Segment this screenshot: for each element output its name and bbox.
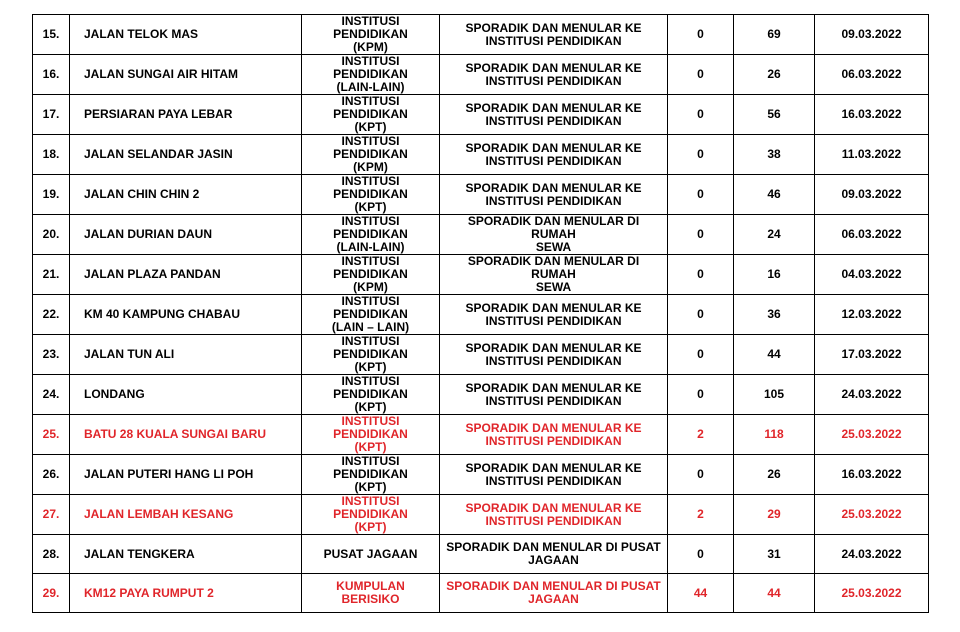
location-cell: JALAN LEMBAH KESANG <box>70 495 302 535</box>
location-cell: JALAN TUN ALI <box>70 335 302 375</box>
total-cases-cell: 46 <box>734 175 815 215</box>
row-number-cell: 26. <box>33 455 70 495</box>
category-line: INSTITUSI PENDIDIKAN <box>333 214 408 241</box>
row-number-cell: 15. <box>33 15 70 55</box>
cluster-table-wrapper <box>32 14 929 613</box>
source-line: INSTITUSI PENDIDIKAN <box>485 313 622 328</box>
date-cell: 12.03.2022 <box>815 295 929 335</box>
category-cell <box>302 135 440 175</box>
location-cell: LONDANG <box>70 375 302 415</box>
date-cell: 24.03.2022 <box>815 535 929 574</box>
table-row <box>33 135 929 175</box>
row-number-cell: 27. <box>33 495 70 535</box>
source-cell <box>440 95 668 135</box>
source-line: INSTITUSI PENDIDIKAN <box>485 113 622 128</box>
source-line: SPORADIK DAN MENULAR KE <box>465 140 642 155</box>
date-cell: 16.03.2022 <box>815 95 929 135</box>
row-number-cell: 18. <box>33 135 70 175</box>
table-row <box>33 175 929 215</box>
new-cases-cell: 0 <box>668 535 734 574</box>
table-row <box>33 375 929 415</box>
category-line: (KPM) <box>353 40 388 54</box>
category-line: INSTITUSI PENDIDIKAN <box>333 414 408 441</box>
location-cell: JALAN SELANDAR JASIN <box>70 135 302 175</box>
date-cell: 04.03.2022 <box>815 255 929 295</box>
category-line: (KPM) <box>353 160 388 174</box>
location-cell: JALAN PLAZA PANDAN <box>70 255 302 295</box>
category-line: (KPT) <box>354 360 387 374</box>
location-cell: JALAN TELOK MAS <box>70 15 302 55</box>
date-cell: 06.03.2022 <box>815 215 929 255</box>
date-cell: 11.03.2022 <box>815 135 929 175</box>
category-line: PUSAT JAGAAN <box>323 546 418 561</box>
source-cell <box>440 15 668 55</box>
category-line: (KPT) <box>354 400 387 414</box>
new-cases-cell: 44 <box>668 574 734 613</box>
date-cell: 24.03.2022 <box>815 375 929 415</box>
category-cell <box>302 215 440 255</box>
location-cell: KM 40 KAMPUNG CHABAU <box>70 295 302 335</box>
source-line: SPORADIK DAN MENULAR DI PUSAT <box>446 540 661 554</box>
source-line: SPORADIK DAN MENULAR KE <box>465 460 642 475</box>
source-line: JAGAAN <box>528 553 579 567</box>
category-cell <box>302 55 440 95</box>
category-line: INSTITUSI PENDIDIKAN <box>333 94 408 121</box>
source-line: SPORADIK DAN MENULAR KE <box>465 420 642 435</box>
new-cases-cell: 0 <box>668 55 734 95</box>
source-cell <box>440 55 668 95</box>
category-cell <box>302 15 440 55</box>
category-line: INSTITUSI PENDIDIKAN <box>333 494 408 521</box>
category-line: (LAIN – LAIN) <box>331 320 410 334</box>
location-cell: JALAN CHIN CHIN 2 <box>70 175 302 215</box>
source-line: SPORADIK DAN MENULAR KE <box>465 100 642 115</box>
source-cell <box>440 135 668 175</box>
row-number-cell: 28. <box>33 535 70 574</box>
row-number-cell: 29. <box>33 574 70 613</box>
category-line: INSTITUSI PENDIDIKAN <box>333 454 408 481</box>
total-cases-cell: 44 <box>734 574 815 613</box>
new-cases-cell: 0 <box>668 95 734 135</box>
row-number-cell: 16. <box>33 55 70 95</box>
category-cell <box>302 95 440 135</box>
category-line: (LAIN-LAIN) <box>336 240 405 254</box>
location-cell: BATU 28 KUALA SUNGAI BARU <box>70 415 302 455</box>
total-cases-cell: 26 <box>734 55 815 95</box>
category-cell <box>302 335 440 375</box>
total-cases-cell: 56 <box>734 95 815 135</box>
category-line: INSTITUSI PENDIDIKAN <box>333 254 408 281</box>
category-cell <box>302 455 440 495</box>
new-cases-cell: 0 <box>668 215 734 255</box>
row-number-cell: 19. <box>33 175 70 215</box>
total-cases-cell: 105 <box>734 375 815 415</box>
source-line: SPORADIK DAN MENULAR KE <box>465 380 642 395</box>
source-line: SPORADIK DAN MENULAR DI RUMAH <box>467 254 640 281</box>
category-cell <box>302 495 440 535</box>
category-line: INSTITUSI PENDIDIKAN <box>333 334 408 361</box>
source-line: INSTITUSI PENDIDIKAN <box>485 353 622 368</box>
new-cases-cell: 0 <box>668 255 734 295</box>
source-line: INSTITUSI PENDIDIKAN <box>485 393 622 408</box>
category-line: INSTITUSI PENDIDIKAN <box>333 54 408 81</box>
source-line: SPORADIK DAN MENULAR DI RUMAH <box>467 214 640 241</box>
total-cases-cell: 69 <box>734 15 815 55</box>
source-line: INSTITUSI PENDIDIKAN <box>485 193 622 208</box>
total-cases-cell: 36 <box>734 295 815 335</box>
row-number-cell: 23. <box>33 335 70 375</box>
date-cell: 25.03.2022 <box>815 495 929 535</box>
category-cell <box>302 255 440 295</box>
new-cases-cell: 2 <box>668 415 734 455</box>
source-cell <box>440 215 668 255</box>
source-cell <box>440 175 668 215</box>
new-cases-cell: 0 <box>668 295 734 335</box>
table-row <box>33 574 929 613</box>
source-cell <box>440 574 668 613</box>
source-line: INSTITUSI PENDIDIKAN <box>485 73 622 88</box>
category-cell <box>302 535 440 574</box>
location-cell: JALAN TENGKERA <box>70 535 302 574</box>
table-row <box>33 15 929 55</box>
category-cell <box>302 574 440 613</box>
category-line: INSTITUSI PENDIDIKAN <box>333 174 408 201</box>
total-cases-cell: 31 <box>734 535 815 574</box>
category-line: (KPT) <box>354 480 387 494</box>
category-line: INSTITUSI PENDIDIKAN <box>333 374 408 401</box>
source-cell <box>440 335 668 375</box>
total-cases-cell: 38 <box>734 135 815 175</box>
category-line: INSTITUSI PENDIDIKAN <box>333 134 408 161</box>
total-cases-cell: 44 <box>734 335 815 375</box>
date-cell: 16.03.2022 <box>815 455 929 495</box>
source-cell <box>440 495 668 535</box>
location-cell: JALAN PUTERI HANG LI POH <box>70 455 302 495</box>
category-line: (KPM) <box>353 280 388 294</box>
location-cell: JALAN SUNGAI AIR HITAM <box>70 55 302 95</box>
source-line: INSTITUSI PENDIDIKAN <box>485 153 622 168</box>
row-number-cell: 20. <box>33 215 70 255</box>
source-line: SPORADIK DAN MENULAR KE <box>465 500 642 515</box>
source-cell <box>440 295 668 335</box>
source-line: SPORADIK DAN MENULAR KE <box>465 340 642 355</box>
source-line: SEWA <box>535 280 572 294</box>
category-line: (KPT) <box>354 440 387 454</box>
table-row <box>33 455 929 495</box>
new-cases-cell: 0 <box>668 455 734 495</box>
category-line: (KPT) <box>354 120 387 134</box>
table-row <box>33 535 929 574</box>
date-cell: 17.03.2022 <box>815 335 929 375</box>
source-line: INSTITUSI PENDIDIKAN <box>485 33 622 48</box>
row-number-cell: 25. <box>33 415 70 455</box>
source-cell <box>440 375 668 415</box>
total-cases-cell: 118 <box>734 415 815 455</box>
new-cases-cell: 0 <box>668 175 734 215</box>
table-row <box>33 55 929 95</box>
date-cell: 09.03.2022 <box>815 15 929 55</box>
new-cases-cell: 0 <box>668 335 734 375</box>
source-line: INSTITUSI PENDIDIKAN <box>485 513 622 528</box>
total-cases-cell: 29 <box>734 495 815 535</box>
category-line: INSTITUSI PENDIDIKAN <box>333 14 408 41</box>
source-line: SEWA <box>535 240 572 254</box>
source-cell <box>440 535 668 574</box>
location-cell: PERSIARAN PAYA LEBAR <box>70 95 302 135</box>
table-row <box>33 335 929 375</box>
category-cell <box>302 415 440 455</box>
new-cases-cell: 0 <box>668 375 734 415</box>
new-cases-cell: 0 <box>668 15 734 55</box>
table-row <box>33 95 929 135</box>
category-line: (KPT) <box>354 200 387 214</box>
date-cell: 06.03.2022 <box>815 55 929 95</box>
category-line: INSTITUSI PENDIDIKAN <box>333 294 408 321</box>
source-cell <box>440 415 668 455</box>
category-cell <box>302 295 440 335</box>
source-line: JAGAAN <box>528 592 579 606</box>
location-cell: KM12 PAYA RUMPUT 2 <box>70 574 302 613</box>
category-line: KUMPULAN BERISIKO <box>336 579 405 606</box>
table-row <box>33 415 929 455</box>
total-cases-cell: 24 <box>734 215 815 255</box>
table-row <box>33 255 929 295</box>
source-line: INSTITUSI PENDIDIKAN <box>485 433 622 448</box>
category-cell <box>302 375 440 415</box>
table-row <box>33 495 929 535</box>
source-line: SPORADIK DAN MENULAR KE <box>465 300 642 315</box>
new-cases-cell: 0 <box>668 135 734 175</box>
source-line: SPORADIK DAN MENULAR KE <box>465 20 642 35</box>
row-number-cell: 17. <box>33 95 70 135</box>
new-cases-cell: 2 <box>668 495 734 535</box>
table-row <box>33 295 929 335</box>
category-line: (LAIN-LAIN) <box>336 80 405 94</box>
category-cell <box>302 175 440 215</box>
table-body <box>33 15 929 613</box>
date-cell: 25.03.2022 <box>815 415 929 455</box>
category-line: (KPT) <box>354 520 387 534</box>
date-cell: 09.03.2022 <box>815 175 929 215</box>
source-line: INSTITUSI PENDIDIKAN <box>485 473 622 488</box>
total-cases-cell: 26 <box>734 455 815 495</box>
row-number-cell: 24. <box>33 375 70 415</box>
table-row <box>33 215 929 255</box>
date-cell: 25.03.2022 <box>815 574 929 613</box>
total-cases-cell: 16 <box>734 255 815 295</box>
source-cell <box>440 455 668 495</box>
source-cell <box>440 255 668 295</box>
row-number-cell: 21. <box>33 255 70 295</box>
source-line: SPORADIK DAN MENULAR KE <box>465 180 642 195</box>
source-line: SPORADIK DAN MENULAR KE <box>465 60 642 75</box>
cluster-table <box>32 14 929 613</box>
location-cell: JALAN DURIAN DAUN <box>70 215 302 255</box>
row-number-cell: 22. <box>33 295 70 335</box>
source-line: SPORADIK DAN MENULAR DI PUSAT <box>446 579 661 593</box>
